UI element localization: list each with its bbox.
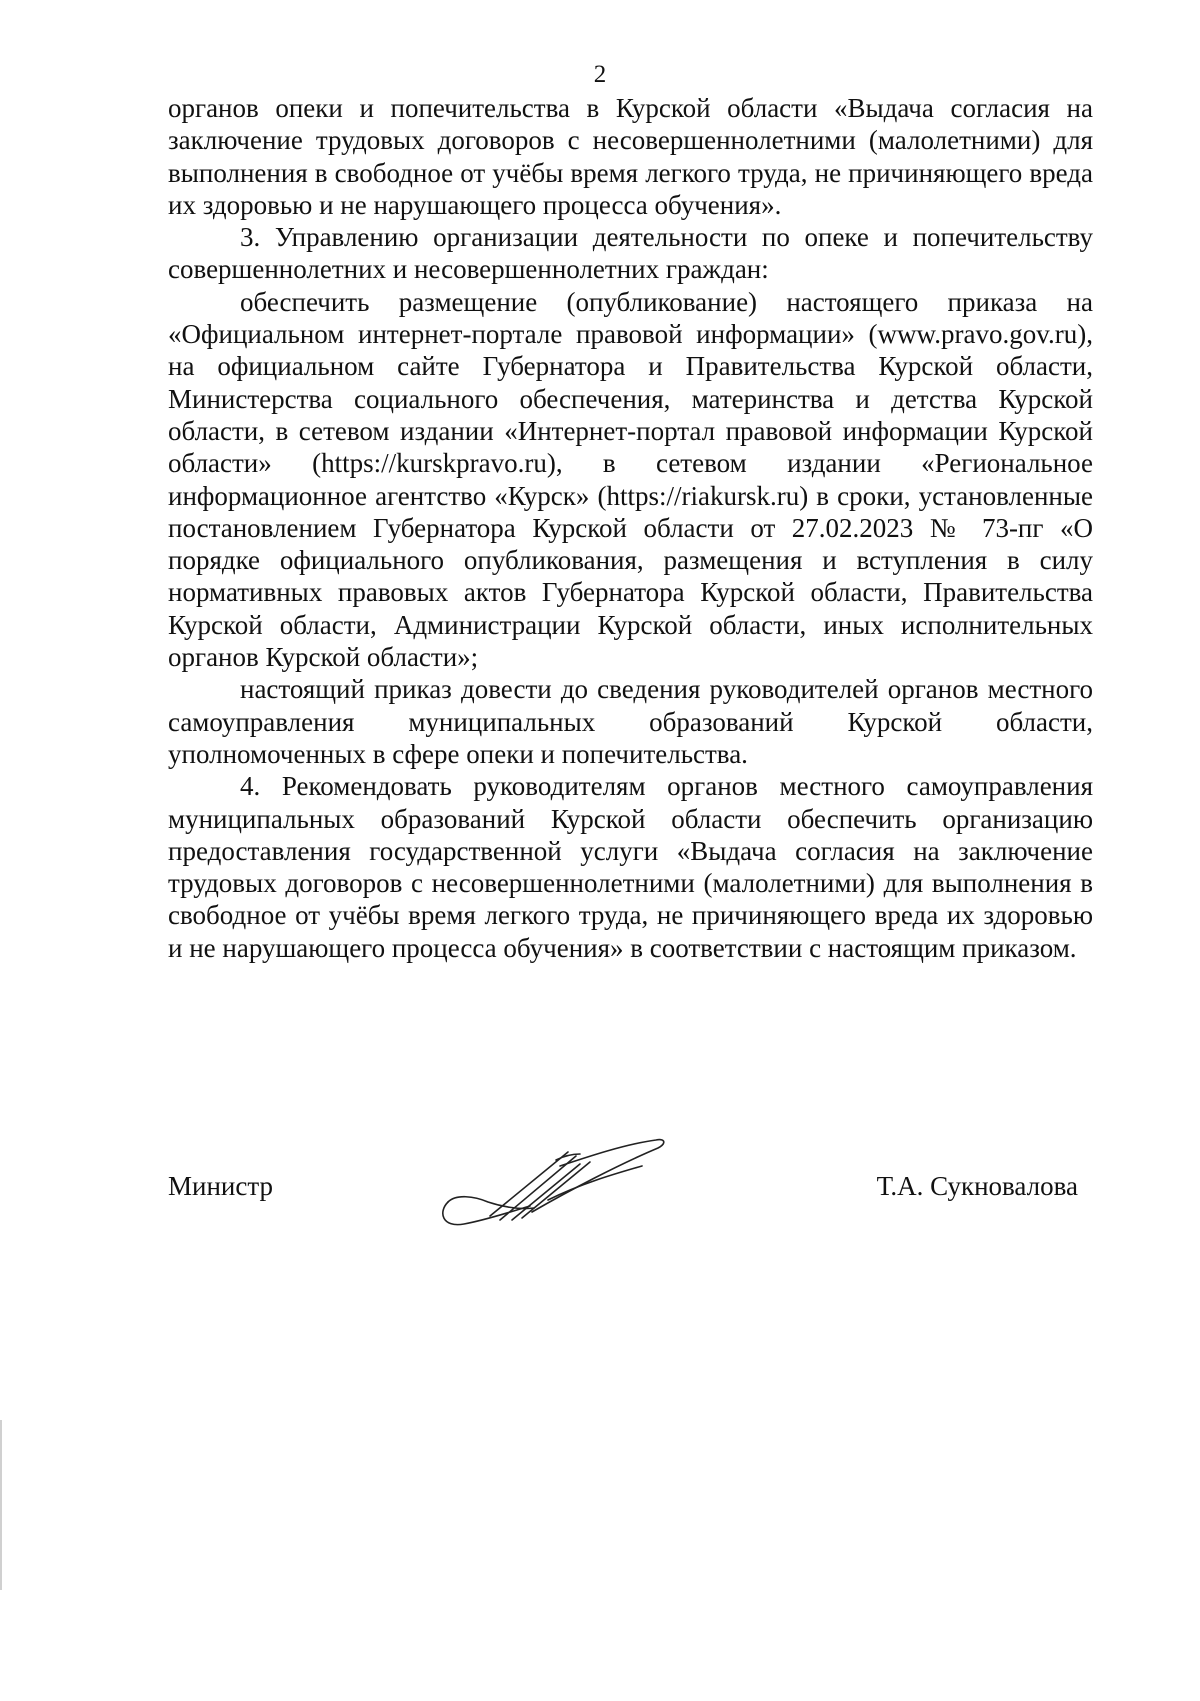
scan-margin-line [0,1420,2,1590]
paragraph-notify-heads: настоящий приказ довести до сведения руководителей органов местного самоуправления муниципальных образований Курской области, уполномоченных в сфере опеки и попечительства. [168,674,1093,769]
paragraph-continuation: органов опеки и попечительства в Курской области «Выдача согласия на заключение трудовых договоров с несовершеннолетними (малолетними) для выполнения в свободное от учёбы время легкого труда, не причиняющего вреда их здоровью и не нарушающего процесса обучения». [168,93,1093,220]
signer-title: Министр [168,1171,273,1201]
signature-block [168,1120,1078,1260]
page-number: 2 [593,61,607,88]
handwritten-signature [430,1120,670,1240]
document-body [168,92,1093,964]
paragraph-item-3: 3. Управлению организации деятельности по опеке и попечительству совершеннолетних и несовершеннолетних граждан: [168,222,1093,285]
paragraph-publication: обеспечить размещение (опубликование) настоящего приказа на «Официальном интернет-портале правовой информации» (www.pravo.gov.ru), на официальном сайте Губернатора и Правительства Курской области, Министерства социального обеспечения, материнства и детства Курской области, в сетевом издании «Интернет-портал правовой информации Курской области» (https://kurskpravo.ru), в сетевом издании «Региональное информационное агентство «Курск» (https://riakursk.ru) в сроки, установленные постановлением Губернатора Курской области от 27.02.2023 № 73-пг «О порядке официального опубликования, размещения и вступления в силу нормативных правовых актов Губернатора Курской области, Правительства Курской области, Администрации Курской области, иных исполнительных органов Курской области»; [168,286,1093,673]
paragraph-item-4: 4. Рекомендовать руководителям органов местного самоуправления муниципальных образований Курской области обеспечить организацию предоставления государственной услуги «Выдача согласия на заключение трудовых договоров с несовершеннолетними (малолетними) для выполнения в свободное от учёбы время легкого труда, не причиняющего вреда их здоровью и не нарушающего процесса обучения» в соответствии с настоящим приказом. [168,771,1093,963]
signer-name: Т.А. Сукновалова [876,1171,1078,1201]
